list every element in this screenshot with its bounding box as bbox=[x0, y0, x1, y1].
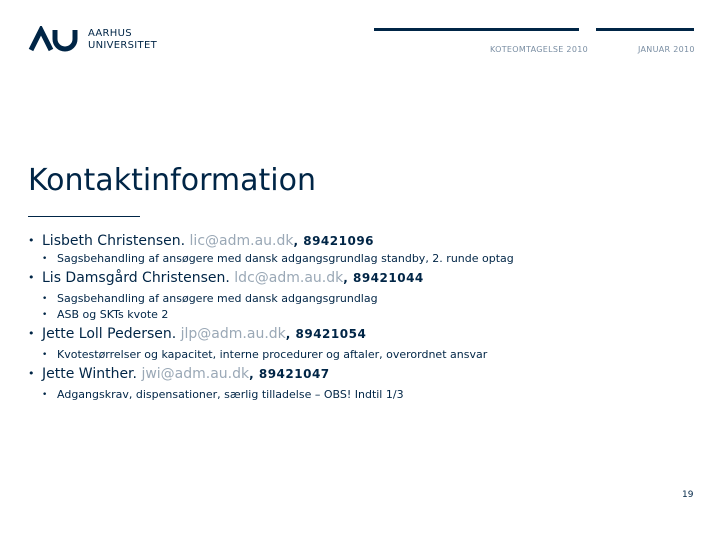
contact-item bbox=[28, 231, 688, 251]
contact-email-link[interactable]: jwi@adm.au.dk bbox=[141, 366, 250, 382]
header-label-date: JANUAR 2010 bbox=[638, 45, 695, 54]
contact-email-link[interactable]: lic@adm.au.dk bbox=[189, 233, 294, 249]
contact-email-link[interactable]: ldc@adm.au.dk bbox=[234, 270, 344, 286]
university-name bbox=[88, 28, 157, 52]
contact-detail: • Adgangskrav, dispensationer, særlig tilladelse – OBS! Indtil 1/3 bbox=[28, 387, 688, 403]
contact-phone: , 89421096 bbox=[293, 234, 375, 248]
contact-phone: , 89421047 bbox=[249, 367, 330, 381]
contact-item bbox=[28, 324, 688, 344]
contact-detail: • Sagsbehandling af ansøgere med dansk adgangsgrundlag standby, 2. runde optag bbox=[28, 251, 688, 267]
header-bar-left bbox=[374, 28, 579, 31]
logo-text-line2: UNIVERSITET bbox=[88, 40, 157, 51]
contact-email-link[interactable]: jlp@adm.au.dk bbox=[180, 326, 286, 342]
contact-name: Jette Loll Pedersen. bbox=[42, 326, 177, 342]
header-bar-right bbox=[596, 28, 694, 31]
contact-list bbox=[28, 231, 688, 403]
contact-name: Jette Winther. bbox=[42, 366, 137, 382]
logo-text-line1: AARHUS bbox=[88, 28, 132, 39]
contact-name: Lisbeth Christensen. bbox=[42, 233, 186, 249]
page-number: 19 bbox=[682, 490, 694, 500]
contact-item bbox=[28, 364, 688, 384]
contact-detail: • Kvotestørrelser og kapacitet, interne procedurer og aftaler, overordnet ansvar bbox=[28, 347, 688, 363]
slide-title: Kontaktinformation bbox=[28, 163, 316, 198]
contact-item bbox=[28, 268, 688, 288]
title-underline bbox=[28, 216, 140, 217]
contact-phone: , 89421044 bbox=[343, 271, 424, 285]
contact-detail: • ASB og SKTs kvote 2 bbox=[28, 307, 688, 323]
contact-detail: • Sagsbehandling af ansøgere med dansk adgangsgrundlag bbox=[28, 291, 688, 307]
university-logo bbox=[28, 26, 78, 52]
contact-phone: , 89421054 bbox=[285, 327, 367, 341]
contact-name: Lis Damsgård Christensen. bbox=[42, 270, 230, 286]
header-label-section: KOTEOMTAGELSE 2010 bbox=[490, 45, 588, 54]
